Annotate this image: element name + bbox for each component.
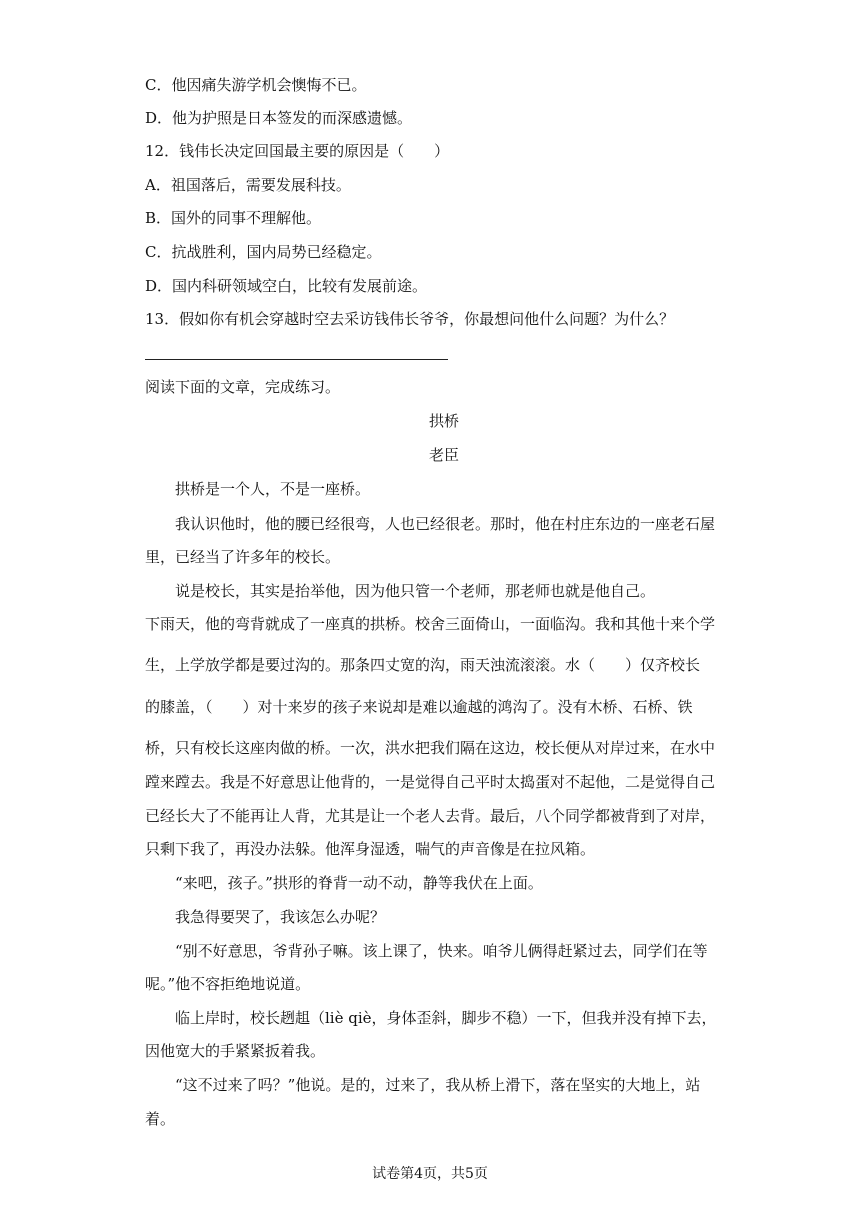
- question-12-option-b: B．国外的同事不理解他。: [145, 209, 322, 227]
- question-11-option-d: D．他为护照是日本签发的而深感遗憾。: [145, 109, 413, 127]
- page-footer: 试卷第4页，共5页: [372, 1166, 488, 1182]
- article-line: 我急得要哭了，我该怎么办呢？: [175, 908, 386, 926]
- article-line: 拱桥是一个人，不是一座桥。: [175, 480, 371, 498]
- article-author: 老臣: [428, 446, 459, 464]
- article-line: 只剩下我了，再没办法躲。他浑身湿透，喘气的声音像是在拉风箱。: [145, 840, 596, 858]
- question-12-option-c: C．抗战胜利，国内局势已经稳定。: [145, 243, 382, 261]
- answer-blank-line: [145, 359, 448, 360]
- article-line: 生，上学放学都是要过沟的。那条四丈宽的沟，雨天浊流滚滚。水（ ）仅齐校长: [145, 656, 701, 674]
- article-line: 蹚来蹚去。我是不好意思让他背的，一是觉得自己平时太捣蛋对不起他，二是觉得自己: [145, 773, 716, 791]
- question-12-option-d: D．国内科研领域空白，比较有发展前途。: [145, 277, 428, 295]
- article-line: 呢。”他不容拒绝地说道。: [145, 975, 311, 993]
- article-line: 我认识他时，他的腰已经很弯，人也已经很老。那时，他在村庄东边的一座老石屋: [175, 515, 716, 533]
- question-12-option-a: A．祖国落后，需要发展科技。: [145, 176, 351, 194]
- article-line: 的膝盖，（ ）对十来岁的孩子来说却是难以逾越的鸿沟了。没有木桥、石桥、铁: [145, 698, 693, 716]
- article-line: “来吧，孩子。”拱形的脊背一动不动，静等我伏在上面。: [175, 874, 543, 892]
- article-line: 桥，只有校长这座肉做的桥。一次，洪水把我们隔在这边，校长便从对岸过来，在水中: [145, 739, 716, 757]
- article-line: “这不过来了吗？”他说。是的，过来了，我从桥上滑下，落在坚实的大地上，站: [175, 1076, 701, 1094]
- article-line: 下雨天，他的弯背就成了一座真的拱桥。校舍三面倚山，一面临沟。我和其他十来个学: [145, 615, 716, 633]
- article-title: 拱桥: [428, 412, 459, 430]
- article-line: 已经长大了不能再让人背，尤其是让一个老人去背。最后，八个同学都被背到了对岸，: [145, 807, 716, 825]
- article-line: 临上岸时，校长趔趄（liè qiè，身体歪斜，脚步不稳）一下，但我并没有掉下去，: [175, 1009, 717, 1027]
- question-11-option-c: C．他因痛失游学机会懊悔不已。: [145, 76, 367, 94]
- article-line: 着。: [145, 1110, 176, 1128]
- article-line: 因他宽大的手紧紧扳着我。: [145, 1042, 326, 1060]
- question-13-stem: 13．假如你有机会穿越时空去采访钱伟长爷爷，你最想问他什么问题？为什么？: [145, 310, 675, 328]
- question-12-stem: 12．钱伟长决定回国最主要的原因是（ ）: [145, 142, 450, 160]
- article-line: 说是校长，其实是抬举他，因为他只管一个老师，那老师也就是他自己。: [175, 582, 656, 600]
- article-line: 里，已经当了许多年的校长。: [145, 548, 341, 566]
- reading-instruction: 阅读下面的文章，完成练习。: [145, 378, 341, 396]
- article-line: “别不好意思，爷背孙子嘛。该上课了，快来。咱爷儿俩得赶紧过去，同学们在等: [175, 942, 708, 960]
